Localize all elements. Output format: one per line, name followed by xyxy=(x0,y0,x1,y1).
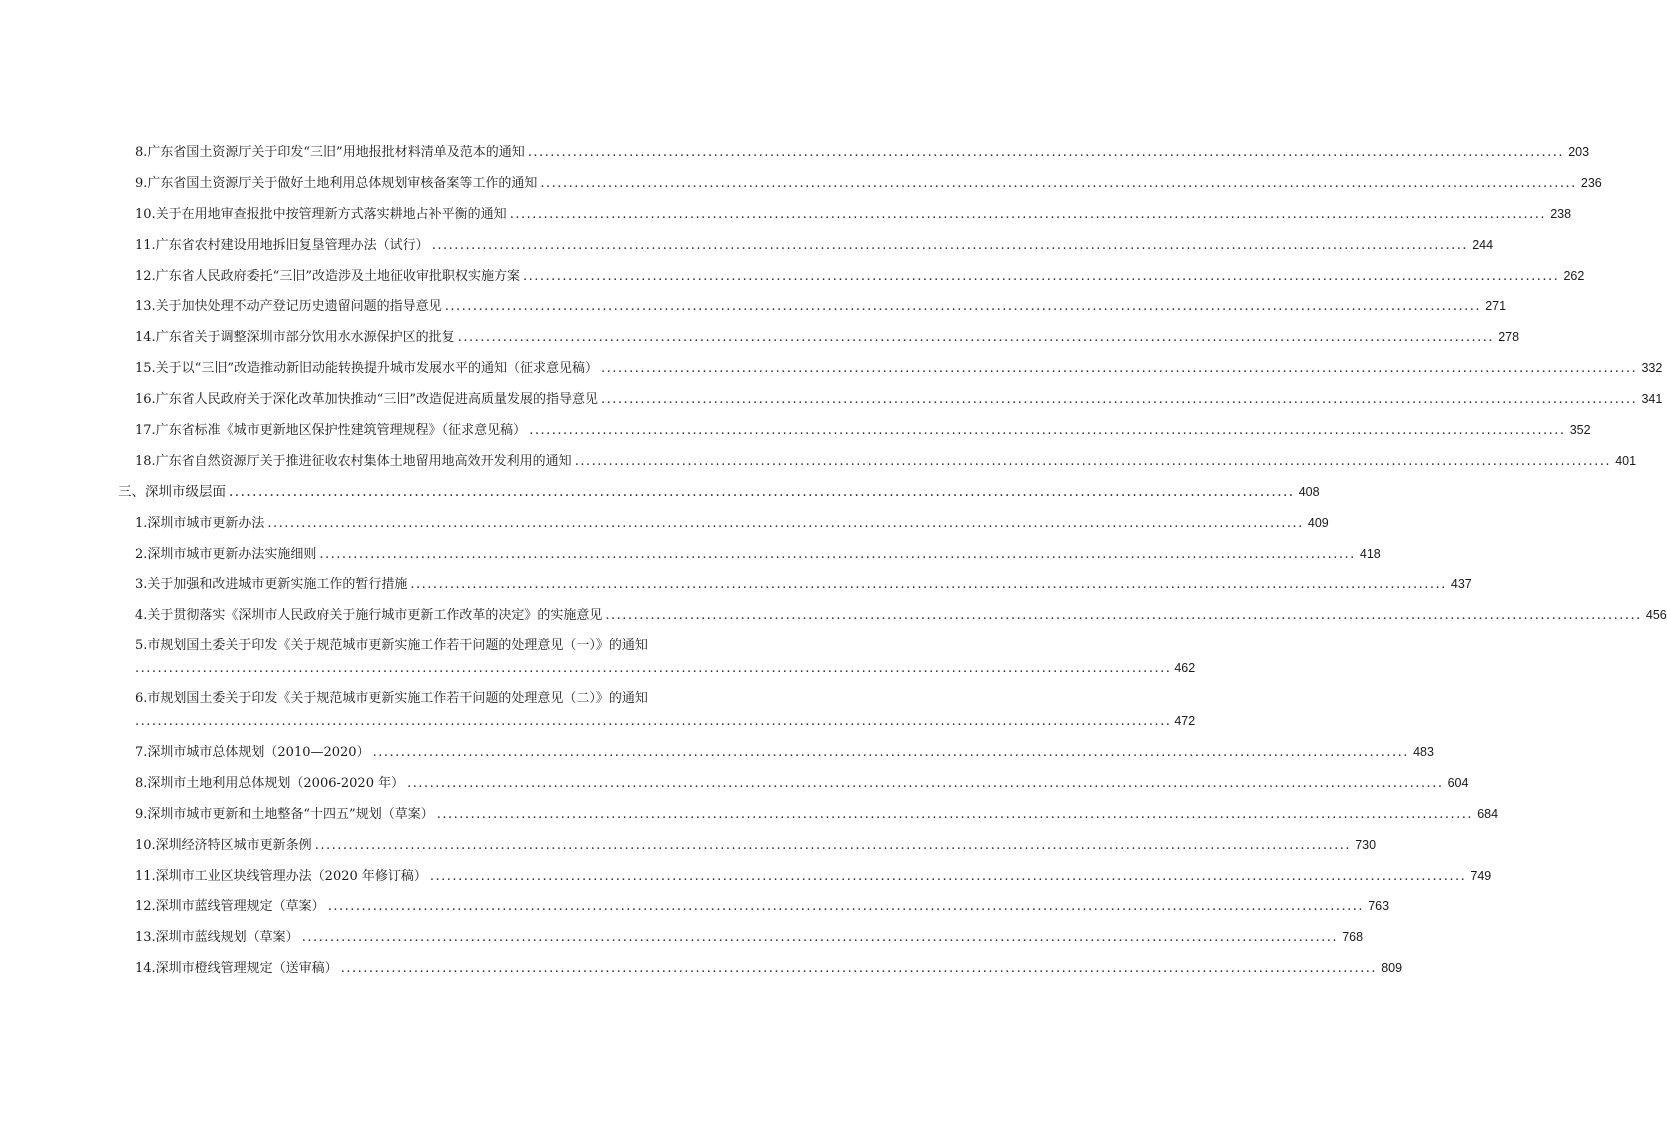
toc-entry-page: 749 xyxy=(1470,868,1492,883)
toc-entry-page: 238 xyxy=(1550,206,1572,221)
toc-entry-title: 5.市规划国土委关于印发《关于规范城市更新实施工作若干问题的处理意见（一）》的通知 xyxy=(135,638,648,654)
toc-entry-title: 10.关于在用地审查报批中按管理新方式落实耕地占补平衡的通知 xyxy=(135,206,507,222)
dot-leader xyxy=(432,237,1468,255)
toc-entry-wrapped[interactable] xyxy=(118,690,1196,743)
toc-entry-title: 3.关于加强和改进城市更新实施工作的暂行措施 xyxy=(135,577,408,593)
toc-entry-title: 11.广东省农村建设用地拆旧复垦管理办法（试行） xyxy=(135,237,429,253)
toc-entry[interactable] xyxy=(118,174,1602,205)
toc-entry[interactable] xyxy=(118,390,1663,421)
dot-leader xyxy=(458,329,1494,347)
toc-entry-title: 14.广东省关于调整深圳市部分饮用水水源保护区的批复 xyxy=(135,330,455,346)
toc-entry-page: 763 xyxy=(1368,899,1390,914)
toc-entry-page: 262 xyxy=(1563,268,1585,283)
toc-entry-title: 4.关于贯彻落实《深圳市人民政府关于施行城市更新工作改革的决定》的实施意见 xyxy=(135,608,603,624)
toc-entry-page: 483 xyxy=(1413,745,1434,760)
toc-entry-page: 768 xyxy=(1342,930,1364,945)
dot-leader xyxy=(410,576,1446,594)
toc-entry-page: 409 xyxy=(1307,515,1329,530)
toc-entry-page: 809 xyxy=(1381,961,1403,976)
toc-entry[interactable] xyxy=(118,959,1403,990)
dot-leader xyxy=(510,206,1546,224)
toc-entry-page: 332 xyxy=(1641,361,1663,376)
dot-leader xyxy=(430,868,1466,886)
toc-entry[interactable] xyxy=(118,928,1364,959)
dot-leader xyxy=(302,929,1338,947)
dot-leader xyxy=(523,268,1559,286)
toc-entry-title: 13.关于加快处理不动产登记历史遗留问题的指导意见 xyxy=(135,299,442,315)
toc-entry-title: 14.深圳市橙线管理规定（送审稿） xyxy=(135,961,338,977)
toc-entry-title: 9.深圳市城市更新和土地整备“十四五”规划（草案） xyxy=(135,806,434,822)
toc-entry-title: 9.广东省国土资源厅关于做好土地利用总体规划审核备案等工作的通知 xyxy=(135,175,538,191)
toc-entry-page: 271 xyxy=(1485,299,1507,314)
dot-leader xyxy=(601,391,1637,409)
toc-entry-page: 401 xyxy=(1615,453,1637,468)
dot-leader xyxy=(605,607,1641,625)
dot-leader xyxy=(135,713,1171,731)
toc-entry-title: 11.深圳市工业区块线管理办法（2020 年修订稿） xyxy=(135,868,427,884)
toc-entry-title: 6.市规划国土委关于印发《关于规范城市更新实施工作若干问题的处理意见（二）》的通知 xyxy=(135,691,648,707)
toc-entry-page: 472 xyxy=(1174,714,1196,729)
toc-entry-page: 341 xyxy=(1641,392,1663,407)
dot-leader xyxy=(437,806,1473,824)
toc-entry[interactable] xyxy=(118,575,1472,606)
dot-leader xyxy=(529,422,1565,440)
toc-entry[interactable] xyxy=(118,545,1381,576)
toc-section-page: 408 xyxy=(1298,484,1320,499)
toc-entry-page: 278 xyxy=(1498,330,1520,345)
toc-entry-page: 684 xyxy=(1477,806,1499,821)
dot-leader xyxy=(341,960,1377,978)
toc-entry-title: 7.深圳市城市总体规划（2010—2020） xyxy=(135,745,370,761)
toc-section-title: 三、深圳市级层面 xyxy=(118,483,226,500)
dot-leader xyxy=(407,775,1443,793)
toc-section-heading[interactable] xyxy=(118,483,1320,514)
dot-leader xyxy=(445,298,1481,316)
toc-entry-page: 203 xyxy=(1568,145,1590,159)
dot-leader xyxy=(328,898,1364,916)
toc-entry[interactable] xyxy=(118,836,1377,867)
dot-leader xyxy=(267,515,1303,533)
dot-leader xyxy=(315,837,1351,855)
dot-leader xyxy=(601,360,1637,378)
toc-entry[interactable] xyxy=(118,205,1572,236)
dot-leader xyxy=(575,453,1611,471)
toc-entry-title: 15.关于以“三旧”改造推动新旧动能转换提升城市发展水平的通知（征求意见稿） xyxy=(135,361,598,377)
toc-entry[interactable] xyxy=(118,774,1469,805)
toc-entry-page: 437 xyxy=(1450,577,1472,592)
dot-leader xyxy=(540,175,1576,193)
toc-entry-title: 1.深圳市城市更新办法 xyxy=(135,515,265,531)
toc-entry[interactable] xyxy=(118,297,1507,328)
dot-leader xyxy=(528,144,1564,162)
toc-entry-page: 352 xyxy=(1569,423,1591,438)
toc-entry-page: 730 xyxy=(1355,837,1377,852)
toc-entry-title: 16.广东省人民政府关于深化改革加快推动“三旧”改造促进高质量发展的指导意见 xyxy=(135,392,598,408)
dot-leader xyxy=(373,744,1409,762)
toc-entry[interactable] xyxy=(118,743,1434,774)
toc-entry-page: 236 xyxy=(1580,175,1602,190)
toc-entry[interactable] xyxy=(118,897,1390,928)
toc-entry-title: 12.深圳市蓝线管理规定（草案） xyxy=(135,899,325,915)
toc-entry-title: 8.深圳市土地利用总体规划（2006-2020 年） xyxy=(135,775,405,791)
toc-entry-title: 12.广东省人民政府委托“三旧”改造涉及土地征收审批职权实施方案 xyxy=(135,268,520,284)
toc-entry-wrapped[interactable] xyxy=(118,637,1196,690)
toc-entry[interactable] xyxy=(118,421,1591,452)
toc-entry-page: 462 xyxy=(1174,661,1196,676)
toc-entry-page: 456 xyxy=(1645,608,1667,623)
toc-entry-title: 2.深圳市城市更新办法实施细则 xyxy=(135,546,317,562)
dot-leader xyxy=(319,546,1355,564)
toc-entry-title: 17.广东省标准《城市更新地区保护性建筑管理规程》（征求意见稿） xyxy=(135,423,527,439)
table-of-contents xyxy=(118,143,1667,990)
toc-entry-title: 8.广东省国土资源厅关于印发“三旧”用地报批材料清单及范本的通知 xyxy=(135,145,525,160)
toc-entry-page: 604 xyxy=(1447,775,1469,790)
dot-leader xyxy=(135,660,1171,678)
dot-leader xyxy=(229,483,1295,501)
toc-entry[interactable] xyxy=(118,267,1585,298)
toc-entry[interactable] xyxy=(118,867,1492,898)
toc-entry-page: 418 xyxy=(1359,546,1381,561)
toc-entry-page: 244 xyxy=(1472,237,1494,252)
toc-entry-title: 10.深圳经济特区城市更新条例 xyxy=(135,837,312,853)
toc-entry[interactable] xyxy=(118,514,1329,545)
toc-entry-title: 13.深圳市蓝线规划（草案） xyxy=(135,930,299,946)
toc-entry[interactable] xyxy=(118,236,1494,267)
toc-entry[interactable] xyxy=(118,606,1667,637)
toc-entry[interactable] xyxy=(118,805,1499,836)
toc-entry-title: 18.广东省自然资源厅关于推进征收农村集体土地留用地高效开发利用的通知 xyxy=(135,453,572,469)
toc-entry[interactable] xyxy=(118,452,1637,483)
toc-entry[interactable] xyxy=(118,143,1590,174)
toc-entry[interactable] xyxy=(118,359,1663,390)
toc-entry[interactable] xyxy=(118,328,1520,359)
